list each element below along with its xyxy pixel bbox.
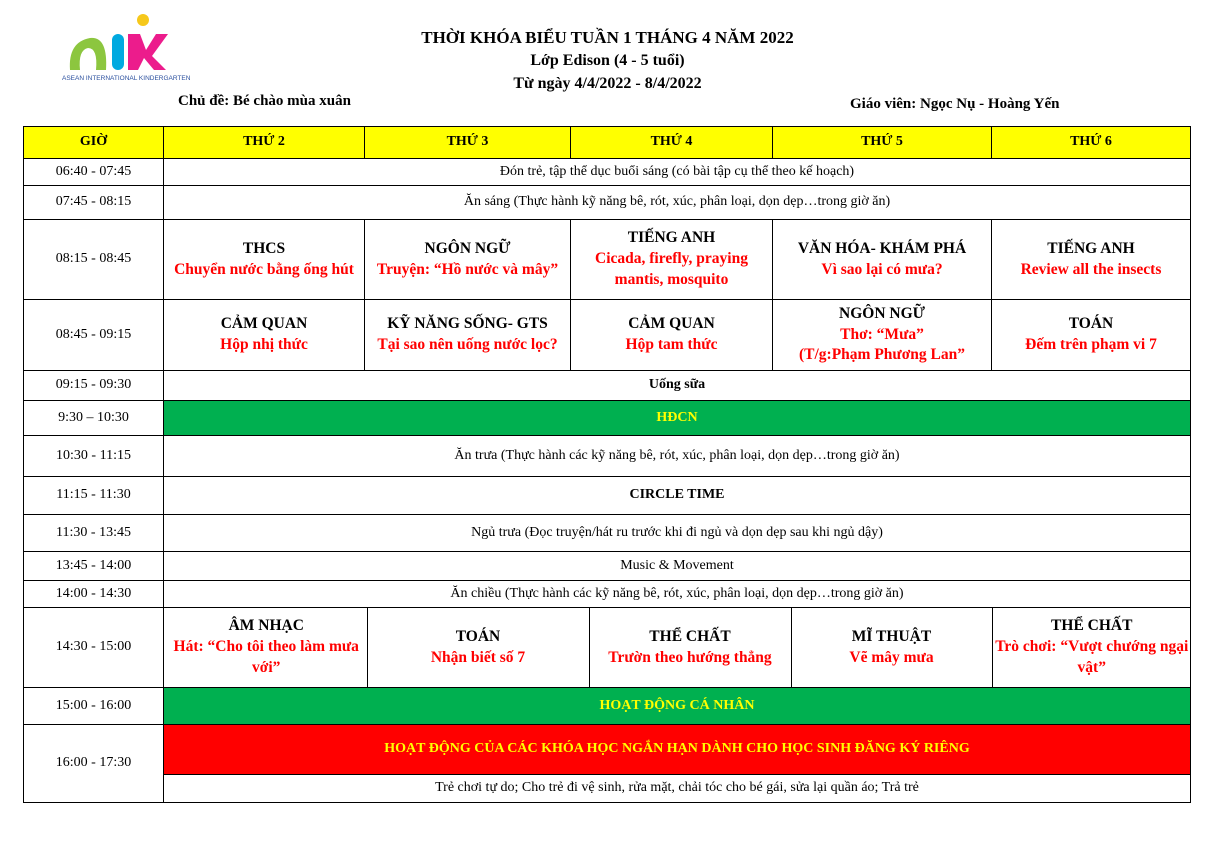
activity-cell: HĐCN [164,401,1191,436]
lesson-subject: NGÔN NGỮ [424,239,511,257]
lesson-cell [992,220,1191,300]
time-cell: 14:00 - 14:30 [24,581,164,608]
time-cell: 09:15 - 09:30 [24,371,164,401]
time-cell: 15:00 - 16:00 [24,688,164,725]
lesson-cell [365,300,571,371]
lesson-cell [571,300,773,371]
timetable [23,126,1191,803]
lesson-subject: KỸ NĂNG SỐNG- GTS [387,315,548,333]
time-cell: 10:30 - 11:15 [24,436,164,477]
time-cell: 08:45 - 09:15 [24,300,164,371]
activity-cell: Ăn trưa (Thực hành các kỹ năng bê, rót, xúc, phân loại, dọn dẹp…trong giờ ăn) [164,436,1191,477]
lesson-cell [571,220,773,300]
lesson-detail: Truyện: “Hồ nước và mây” [376,260,559,278]
lesson-subject: THCS [242,239,286,257]
activity-cell: HOẠT ĐỘNG CÁ NHÂN [164,688,1191,725]
lesson-detail: Trò chơi: “Vượt chướng ngại vật” [995,638,1189,676]
teacher: Giáo viên: Ngọc Nụ - Hoàng Yến [850,96,1060,112]
activity-cell: CIRCLE TIME [164,477,1191,515]
time-cell: 16:00 - 17:30 [24,725,164,803]
activity-cell: Đón trẻ, tập thể dục buổi sáng (có bài tập cụ thể theo kế hoạch) [164,159,1191,186]
time-cell: 11:15 - 11:30 [24,477,164,515]
time-cell: 9:30 – 10:30 [24,401,164,436]
lesson-detail: Vẽ mây mưa [849,648,934,666]
activity-cell: Uống sữa [164,371,1191,401]
activity-cell: HOẠT ĐỘNG CỦA CÁC KHÓA HỌC NGẮN HẠN DÀNH CHO HỌC SINH ĐĂNG KÝ RIÊNG [164,725,1191,775]
lesson-subject: ÂM NHẠC [228,617,304,635]
table-row [24,688,1191,725]
lesson-detail: Hộp nhị thức [220,336,308,353]
col-fri: THỨ 6 [992,127,1191,159]
table-row [24,581,1191,608]
lesson-detail: Tại sao nên uống nước lọc? [377,336,558,353]
time-cell: 13:45 - 14:00 [24,552,164,581]
lesson-subject: CẢM QUAN [628,315,715,333]
lesson-cell [164,300,365,371]
table-row [24,608,1191,688]
topic: Chủ đề: Bé chào mùa xuân [178,93,351,109]
table-row [24,371,1191,401]
afternoon-lessons [164,608,1191,688]
lesson-detail: Trườn theo hướng thẳng [608,648,772,666]
lesson-subject: CẢM QUAN [220,315,308,333]
table-row [24,186,1191,220]
table-row [24,159,1191,186]
lesson-detail: Thơ: “Mưa” [840,325,924,343]
lesson-detail: Review all the insects [1020,260,1162,278]
lesson-subject: MĨ THUẬT [851,627,932,645]
lesson-detail: Hát: “Cho tôi theo làm mưa với” [173,638,359,676]
lesson-detail: Nhận biết số 7 [430,648,526,666]
activity-cell: Ăn sáng (Thực hành kỹ năng bê, rót, xúc, phân loại, dọn dẹp…trong giờ ăn) [164,186,1191,220]
lesson-subject: VĂN HÓA- KHÁM PHÁ [797,239,967,257]
lesson-detail: Vì sao lại có mưa? [821,260,943,278]
lesson-subject: TIẾNG ANH [627,229,716,247]
table-row [24,515,1191,552]
lesson-detail: Đếm trên phạm vi 7 [1025,336,1157,353]
table-row [24,775,1191,803]
col-wed: THỨ 4 [571,127,773,159]
lesson-cell [773,220,992,300]
time-cell: 14:30 - 15:00 [24,608,164,688]
lesson-detail-author: (T/g:Phạm Phương Lan” [798,346,966,364]
table-row [24,725,1191,775]
activity-cell: Music & Movement [164,552,1191,581]
lesson-subject: THỂ CHẤT [649,627,731,645]
activity-cell: Ăn chiều (Thực hành các kỹ năng bê, rót, xúc, phân loại, dọn dẹp…trong giờ ăn) [164,581,1191,608]
lesson-cell [164,220,365,300]
lesson-subject: NGÔN NGỮ [839,304,925,322]
lesson-subject: TOÁN [1068,315,1114,333]
date-range: Từ ngày 4/4/2022 - 8/4/2022 [513,75,702,92]
lesson-detail: Chuyển nước bằng ống hút [174,260,354,278]
lesson-cell [791,608,992,687]
col-tue: THỨ 3 [365,127,571,159]
time-cell: 11:30 - 13:45 [24,515,164,552]
time-cell: 07:45 - 08:15 [24,186,164,220]
activity-cell: Ngủ trưa (Đọc truyện/hát ru trước khi đi ngủ và dọn dẹp sau khi ngủ dậy) [164,515,1191,552]
time-cell: 06:40 - 07:45 [24,159,164,186]
table-row [24,300,1191,371]
col-time: GIỜ [24,127,164,159]
lesson-cell [166,608,367,687]
table-row [24,220,1191,300]
lesson-detail: Hộp tam thức [625,336,718,353]
lesson-cell [992,608,1191,687]
lesson-subject: TIẾNG ANH [1047,239,1135,257]
lesson-detail: Cicada, firefly, praying mantis, mosquito [595,250,748,288]
activity-cell: Trẻ chơi tự do; Cho trẻ đi vệ sinh, rửa mặt, chải tóc cho bé gái, sửa lại quần áo; Trả trẻ [164,775,1191,803]
lesson-cell [992,300,1191,371]
time-cell: 08:15 - 08:45 [24,220,164,300]
lesson-subject: TOÁN [455,627,501,645]
logo-line1: ASEAN INTERNATIONAL KINDERGARTEN [62,75,191,82]
lesson-cell [773,300,992,371]
class-name: Lớp Edison (4 - 5 tuổi) [530,52,685,69]
col-thu: THỨ 5 [773,127,992,159]
table-row [24,552,1191,581]
col-mon: THỨ 2 [164,127,365,159]
lesson-cell [589,608,791,687]
lesson-cell [367,608,589,687]
lesson-cell [365,220,571,300]
table-row [24,436,1191,477]
table-row [24,477,1191,515]
header-row [24,127,1191,159]
schedule-title: THỜI KHÓA BIỂU TUẦN 1 THÁNG 4 NĂM 2022 [421,28,794,47]
lesson-subject: THỂ CHẤT [1051,617,1133,635]
table-row [24,401,1191,436]
